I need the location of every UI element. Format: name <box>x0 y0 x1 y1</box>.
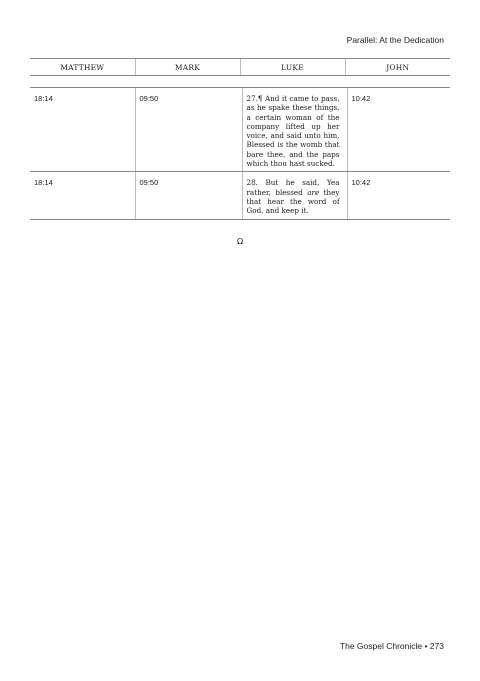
column-header-mark: MARK <box>135 59 240 76</box>
end-mark: Ω <box>236 237 244 246</box>
john-reference: 10:42 <box>347 172 450 219</box>
luke-verse-text <box>242 172 347 219</box>
table-row <box>30 88 450 172</box>
running-header: Parallel: At the Dedication <box>346 35 444 45</box>
parallel-passage-table <box>30 87 450 220</box>
matthew-reference: 18:14 <box>30 172 135 219</box>
matthew-reference: 18:14 <box>30 88 135 172</box>
mark-reference: 09:50 <box>135 172 242 219</box>
column-header-john: JOHN <box>345 59 450 76</box>
column-header-matthew: MATTHEW <box>30 59 135 76</box>
column-header-luke: LUKE <box>240 59 345 76</box>
mark-reference: 09:50 <box>135 88 242 172</box>
verse-italic-word: is <box>277 140 284 150</box>
table-row <box>30 172 450 219</box>
parallel-columns-header <box>30 58 450 76</box>
verse-text-segment: the womb that bare thee, and the paps which thou hast sucked. <box>246 140 340 169</box>
verse-text-segment: 28. But he said, Yea rather, blessed <box>246 178 340 197</box>
verse-text-segment: they that hear the word of God, and keep it. <box>246 187 340 216</box>
verse-text-segment: 27.¶ And it came to pass, as he spake these things, a certain woman of the company lifted up her voice, and said unto him, Blessed <box>246 94 340 150</box>
running-footer: The Gospel Chronicle • 273 <box>339 641 444 651</box>
john-reference: 10:42 <box>347 88 450 172</box>
luke-verse-text <box>242 88 347 172</box>
verse-italic-word: are <box>307 187 320 197</box>
